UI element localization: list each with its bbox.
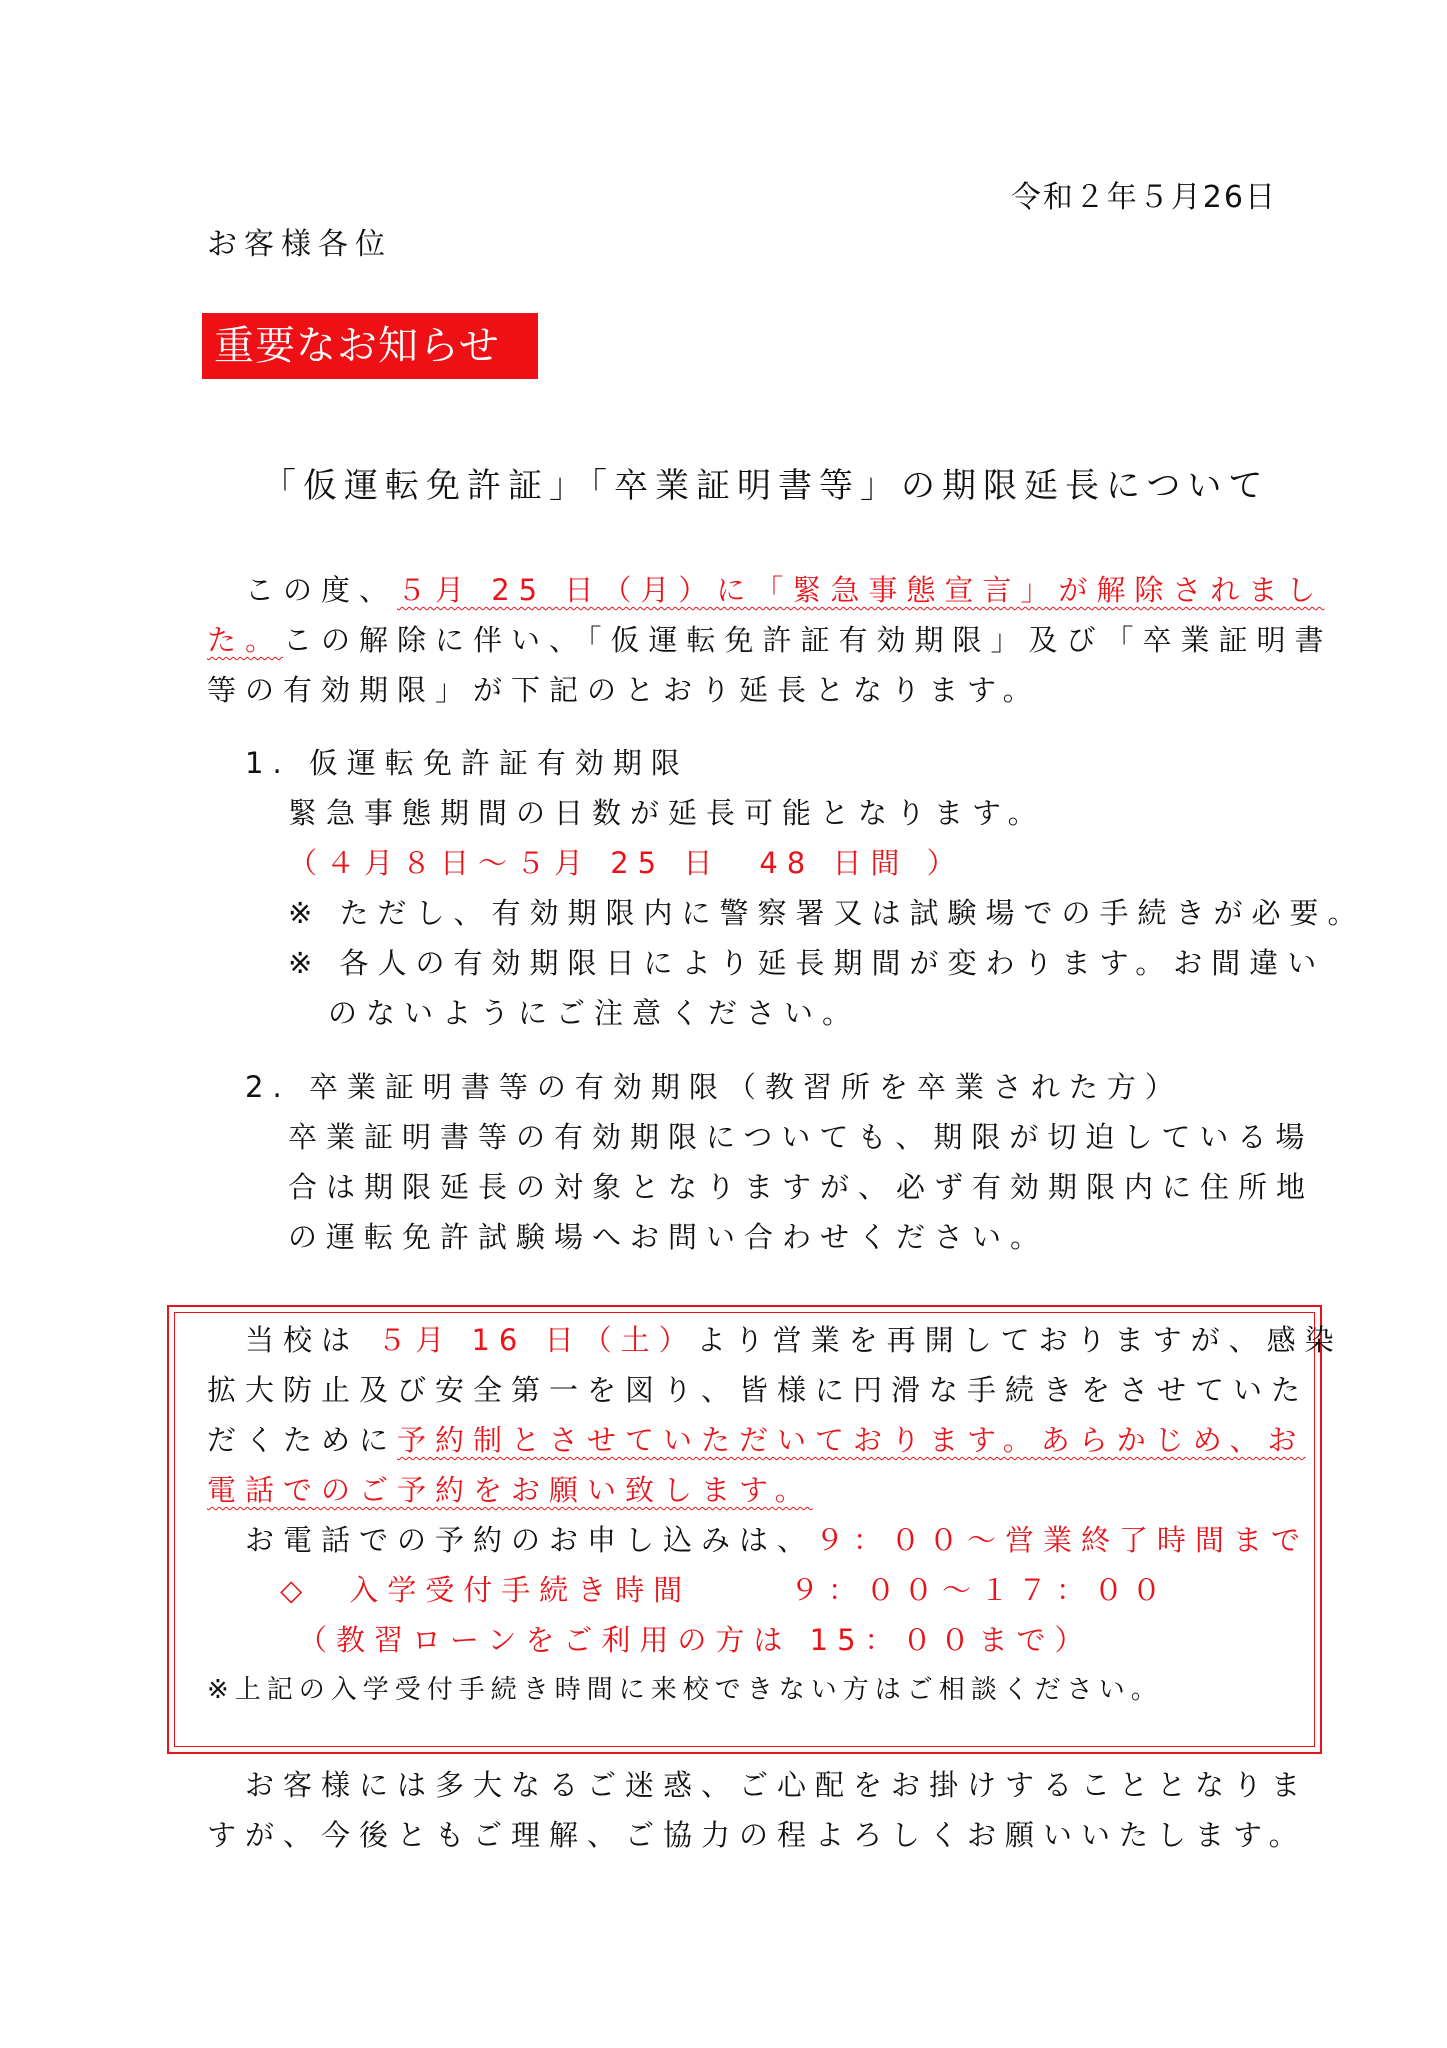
page-title: 「仮運転免許証」「卒業証明書等」の期限延長について <box>262 466 1270 506</box>
closing-line-2: すが、今後ともご理解、ご協力の程よろしくお願いいたします。 <box>207 1818 1307 1852</box>
reopen-date: ５月 16 日（土） <box>377 1323 697 1357</box>
notice-text: より営業を再開しておりますが、感染 <box>696 1323 1343 1357</box>
notice-line-2: 拡大防止及び安全第一を図り、皆様に円滑な手続きをさせていた <box>207 1373 1310 1407</box>
salutation: お客様各位 <box>207 227 392 262</box>
phone-hours: ９：００～営業終了時間まで <box>815 1523 1310 1557</box>
item1-note-1: ※ ただし、有効期限内に警察署又は試験場での手続きが必要。 <box>288 896 1366 930</box>
notice-line-3 <box>207 1415 1306 1465</box>
item1-note-2-cont: のないようにご注意ください。 <box>328 996 861 1030</box>
intro-line-3: 等の有効期限」が下記のとおり延長となります。 <box>207 673 1041 707</box>
item2-line-1: 卒業証明書等の有効期限についても、期限が切迫している場 <box>288 1120 1314 1154</box>
admission-hours: ９：００～１７：００ <box>790 1573 1171 1607</box>
important-notice-banner: 重要なお知らせ <box>202 313 538 379</box>
notice-line-5 <box>245 1515 1309 1565</box>
notice-text: 当校は <box>245 1323 360 1357</box>
reservation-notice: 予約制とさせていただいております。あらかじめ、お <box>397 1423 1306 1457</box>
item2-line-2: 合は期限延長の対象となりますが、必ず有効期限内に住所地 <box>288 1170 1315 1204</box>
item1-heading: 1. 仮運転免許証有効期限 <box>245 746 689 780</box>
admission-hours-label: ◇ 入学受付手続き時間 <box>280 1573 692 1607</box>
closing-line-1: お客様には多大なるご迷惑、ご心配をお掛けすることとなりま <box>245 1768 1310 1802</box>
notice-text: お電話での予約のお申し込みは、 <box>245 1523 816 1557</box>
consult-note: ※上記の入学受付手続き時間に来校できない方はご相談ください。 <box>207 1675 1163 1705</box>
intro-highlight: ５月 25 日（月）に「緊急事態宣言」が解除されまし <box>397 573 1325 607</box>
intro-text: この解除に伴い、「仮運転免許証有効期限」及び「卒業証明書 <box>283 623 1333 657</box>
intro-text: この度、 <box>245 573 398 607</box>
item1-period: （４月８日～５月 25 日 48 日間 ） <box>288 846 965 880</box>
intro-line-2 <box>207 615 1333 665</box>
notice-line-4: 電話でのご予約をお願い致します。 <box>207 1473 813 1507</box>
notice-line-1 <box>245 1315 1343 1365</box>
intro-line-1 <box>245 565 1324 615</box>
loan-hours: （教習ローンをご利用の方は 15：００まで） <box>298 1623 1093 1657</box>
item1-line-1: 緊急事態期間の日数が延長可能となります。 <box>288 796 1046 830</box>
item2-line-3: の運転免許試験場へお問い合わせください。 <box>288 1220 1049 1254</box>
item1-note-2: ※ 各人の有効期限日により延長期間が変わります。お間違い <box>288 946 1326 980</box>
document-date: 令和２年５月26日 <box>1010 180 1277 215</box>
notice-text: だくために <box>207 1423 398 1457</box>
intro-highlight-end: た。 <box>207 623 284 657</box>
item2-heading: 2. 卒業証明書等の有効期限（教習所を卒業された方） <box>245 1070 1183 1104</box>
